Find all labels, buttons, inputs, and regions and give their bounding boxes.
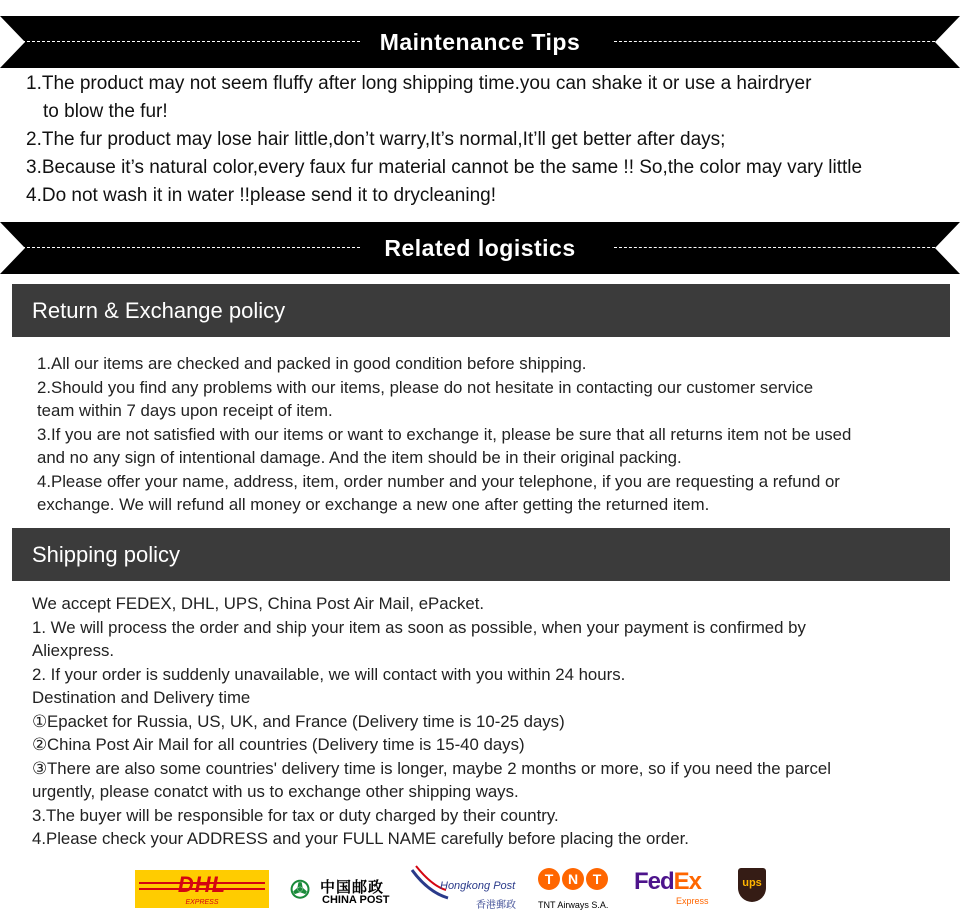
policy-line: ③There are also some countries' delivery time is longer, maybe 2 months or more, so if you need the parcel <box>32 758 831 778</box>
fedex-logo <box>634 868 714 908</box>
hongkong-post-en: Hongkong Post <box>440 880 516 892</box>
tip-line: 1.The product may not seem fluffy after long shipping time.you can shake it or use a hairdryer <box>26 73 812 94</box>
policy-line: 2. If your order is suddenly unavailable, we will contact with you within 24 hours. <box>32 664 626 684</box>
logistics-banner <box>0 222 960 274</box>
policy-line: ②China Post Air Mail for all countries (Delivery time is 15-40 days) <box>32 735 525 754</box>
policy-line: 3.If you are not satisfied with our items or want to exchange it, please be sure that all returns item not be used <box>37 424 852 444</box>
logistics-title: Related logistics <box>384 235 576 261</box>
china-post-icon: ✇ <box>290 877 311 904</box>
policy-line: 1.All our items are checked and packed in good condition before shipping. <box>37 354 587 373</box>
china-post-en: CHINA POST <box>322 894 390 906</box>
dhl-sub: EXPRESS <box>185 899 219 906</box>
policy-line: and no any sign of intentional damage. And the item should be in their original packing. <box>37 448 682 467</box>
policy-line: team within 7 days upon receipt of item. <box>37 401 333 420</box>
tip-line: 3.Because it’s natural color,every faux fur material cannot be the same !! So,the color may vary little <box>26 157 863 178</box>
ups-logo <box>738 868 766 902</box>
carrier-logos <box>0 858 960 918</box>
fedex-sub: Express <box>676 896 709 906</box>
hongkong-post-cn: 香港郵政 <box>476 900 516 911</box>
return-policy-body <box>37 352 942 517</box>
tnt-letter: N <box>562 868 584 890</box>
tnt-letters <box>538 868 610 890</box>
tnt-letter: T <box>538 868 560 890</box>
tip-line: 2.The fur product may lose hair little,don’t warry,It’s normal,It’ll get better after days; <box>26 129 726 150</box>
policy-line: 1. We will process the order and ship your item as soon as possible, when your payment is confirmed by <box>32 617 806 637</box>
fedex-fe: Fed <box>634 868 674 895</box>
fedex-ex: Ex <box>673 868 702 895</box>
maintenance-title: Maintenance Tips <box>379 29 581 55</box>
policy-line: 3.The buyer will be responsible for tax or duty charged by their country. <box>32 805 559 825</box>
maintenance-tips <box>26 70 960 210</box>
tnt-letter: T <box>586 868 608 890</box>
shipping-policy-body <box>32 592 937 851</box>
policy-line: Aliexpress. <box>32 641 115 660</box>
policy-line: exchange. We will refund all money or exchange a new one after getting the returned item. <box>37 495 710 514</box>
policy-line: Destination and Delivery time <box>32 688 251 707</box>
policy-line: 4.Please check your ADDRESS and your FULL NAME carefully before placing the order. <box>32 829 689 848</box>
policy-line: ①Epacket for Russia, US, UK, and France (Delivery time is 10-25 days) <box>32 711 565 731</box>
policy-line: 4.Please offer your name, address, item, order number and your telephone, if you are requesting a refund or <box>37 471 840 491</box>
tnt-logo <box>536 866 616 916</box>
policy-line: 2.Should you find any problems with our items, please do not hesitate in contacting our customer service <box>37 377 814 397</box>
china-post-logo <box>290 874 400 908</box>
china-post-cn: 中国邮政 <box>320 879 385 896</box>
policy-line: urgently, please conatct with us to exchange other shipping ways. <box>32 782 519 801</box>
dhl-logo <box>135 870 269 908</box>
tip-line: 4.Do not wash it in water !!please send it to drycleaning! <box>26 185 496 206</box>
maintenance-banner <box>0 16 960 68</box>
shipping-policy-header: Shipping policy <box>12 528 950 581</box>
dhl-name: DHL <box>177 872 227 897</box>
tnt-sub: TNT Airways S.A. <box>538 900 609 910</box>
hongkong-post-logo <box>410 862 525 914</box>
tip-line: to blow the fur! <box>43 101 168 122</box>
ups-name: ups <box>742 877 762 889</box>
return-policy-header: Return & Exchange policy <box>12 284 950 337</box>
policy-line: We accept FEDEX, DHL, UPS, China Post Air Mail, ePacket. <box>32 594 485 613</box>
